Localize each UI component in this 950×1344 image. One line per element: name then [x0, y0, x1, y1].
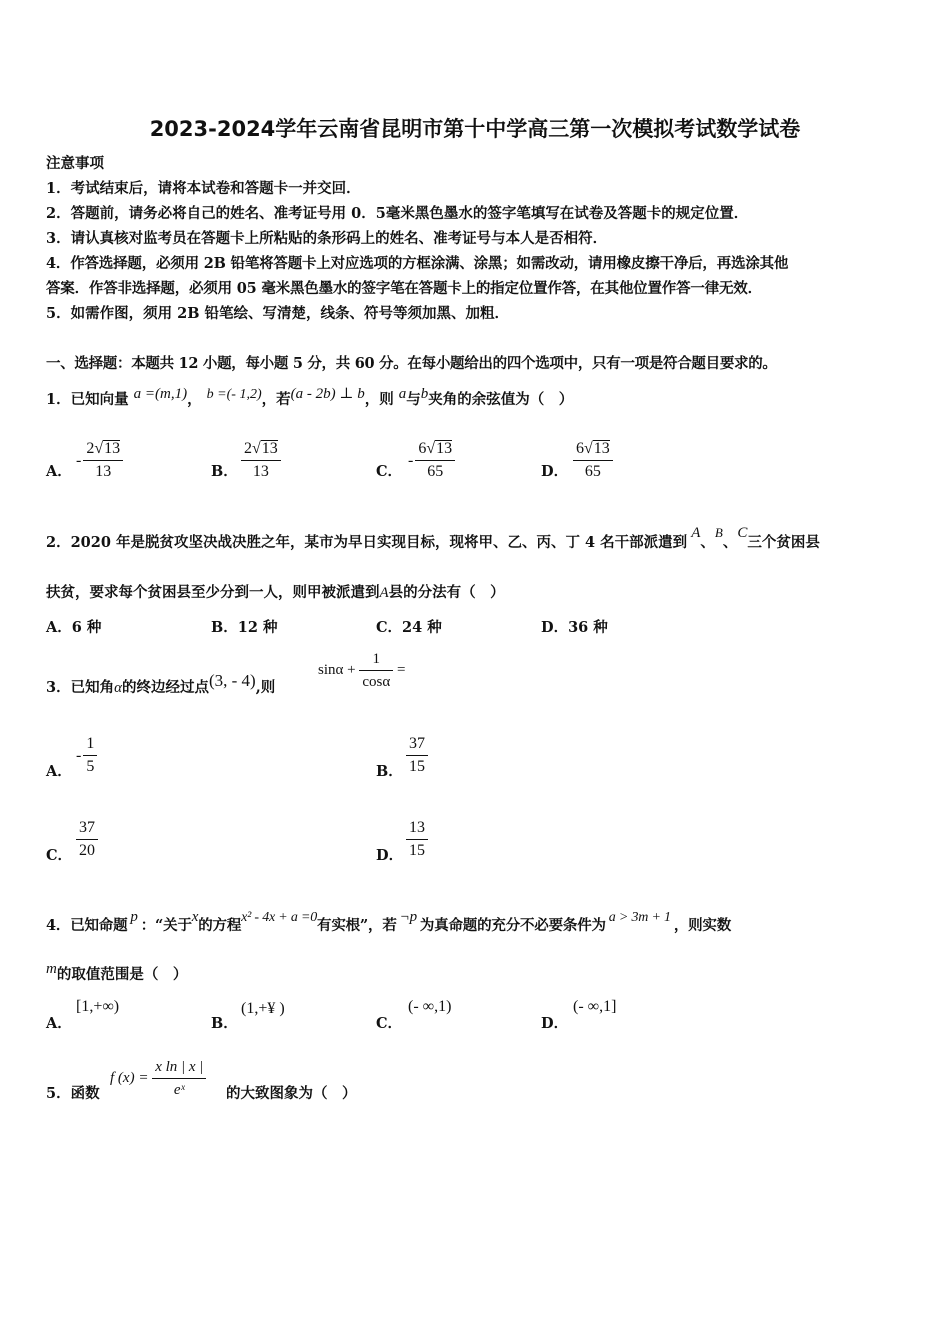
q4-option-d-label[interactable]: D．: [541, 1015, 569, 1032]
notice-item: 2．答题前，请务必将自己的姓名、准考证号用 0．5毫米黑色墨水的签字笔填写在试卷及答题卡的规定位置．: [46, 205, 749, 222]
q3-mid: 的终边经过点: [121, 679, 209, 696]
q4-mid3: 有实根”，若: [317, 917, 397, 934]
q2-line1: 2．2020 年是脱贫攻坚决战决胜之年，某市为早日实现目标，现将甲、乙、丙、丁 4 名干部派遣到: [46, 534, 688, 551]
den: 65: [584, 463, 601, 480]
q1-option-a-label[interactable]: A．: [46, 463, 72, 480]
root: 13: [436, 440, 453, 457]
neg-sign: -: [408, 451, 414, 469]
num: 37: [406, 733, 428, 756]
num: 1: [359, 648, 393, 671]
q3-sin: sinα +: [318, 662, 356, 678]
q1-condition: (a - 2b) ⊥ b: [290, 386, 365, 402]
section-heading: 一、选择题：本题共 12 小题，每小题 5 分，共 60 分。在每小题给出的四个选项中，只有一项是符合题目要求的。: [46, 355, 777, 372]
den: 20: [79, 842, 95, 859]
label: D．: [541, 619, 569, 636]
q5-function: [110, 1056, 206, 1101]
page-title: 2023-2024学年云南省昆明市第十中学高三第一次模拟考试数学试卷: [149, 117, 801, 141]
q2-option-a[interactable]: [46, 616, 101, 637]
q1-mid: ，若: [261, 391, 291, 408]
q2-option-b[interactable]: [211, 616, 278, 637]
num: 1: [83, 733, 97, 756]
q1-vec-a: a =(m,1): [133, 386, 188, 402]
notice-heading: 注意事项: [46, 155, 104, 172]
den: 13: [252, 463, 269, 480]
q2-line2-pre: 扶贫，要求每个贫困县至少分到一人，则甲被派遣到: [46, 584, 380, 601]
q4-option-c-label[interactable]: C．: [376, 1015, 403, 1032]
q5-f: f (x) =: [110, 1070, 149, 1086]
notice-item: 答案．作答非选择题，必须用 05 毫米黑色墨水的签字笔在答题卡上的指定位置作答，在其他位置作答一律无效．: [46, 280, 762, 297]
q4-equation: x² - 4x + a =0: [241, 910, 318, 925]
q4-option-a[interactable]: [1,+∞): [76, 998, 120, 1015]
q3-option-b-label[interactable]: B．: [376, 763, 403, 780]
den: 13: [95, 463, 112, 480]
q4-notp: ¬p: [399, 909, 417, 925]
q2-var-c: C: [737, 525, 748, 541]
q2-line2-post: 县的分法有（ ）: [388, 584, 505, 601]
den: 15: [409, 758, 425, 775]
question-4: [46, 909, 732, 935]
q1-option-b-label[interactable]: B．: [211, 463, 238, 480]
q3-option-c[interactable]: [76, 817, 98, 862]
q3-prefix: 3．已知角: [46, 679, 115, 696]
notice-item: 4．作答选择题，必须用 2B 铅笔将答题卡上对应选项的方框涂满、涂黑；如需改动，请用橡皮擦干净后，再选涂其他: [46, 255, 789, 272]
root: 13: [593, 440, 610, 457]
q3-alpha: α: [114, 680, 122, 696]
q1-var-b: b: [420, 386, 429, 402]
coef: 2: [86, 440, 95, 457]
q4-m: m: [46, 961, 57, 977]
num: 13: [406, 817, 428, 840]
q4-mid2: 的方程: [198, 917, 242, 934]
q1-vec-b: b =(- 1,2): [206, 387, 262, 402]
q4-tail: ，则实数: [673, 917, 732, 934]
q4-option-a-label[interactable]: A．: [46, 1015, 72, 1032]
q3-expression: [318, 648, 405, 693]
q3-option-a[interactable]: [76, 733, 97, 778]
q2-var-a: A: [379, 585, 389, 601]
q1-option-d-label[interactable]: D．: [541, 463, 569, 480]
question-3: [46, 671, 276, 697]
coef: 6: [418, 440, 427, 457]
q4-option-d[interactable]: (- ∞,1]: [573, 998, 617, 1015]
q1-option-c-label[interactable]: C．: [376, 463, 403, 480]
q1-suffix: 夹角的余弦值为（ ）: [428, 391, 574, 408]
den: eˣ: [173, 1082, 185, 1098]
neg-sign: -: [76, 451, 82, 469]
q3-point: (3, - 4): [208, 671, 256, 690]
coef: 6: [576, 440, 584, 457]
q3-option-d-label[interactable]: D．: [376, 847, 404, 864]
q2-var-b: B: [714, 525, 723, 540]
q4-x: x: [191, 909, 199, 925]
q1-option-d[interactable]: $\frac{6√13}{65}$: [573, 438, 613, 483]
label: B．: [211, 619, 238, 636]
label: C．: [376, 619, 403, 636]
q2-option-c[interactable]: [376, 616, 442, 637]
neg-sign: -: [76, 746, 82, 764]
q3-option-c-label[interactable]: C．: [46, 847, 73, 864]
q3-option-b[interactable]: [406, 733, 428, 778]
q4-mid: ：“关于: [140, 917, 192, 934]
q4-option-b[interactable]: (1,+¥ ): [241, 1000, 285, 1017]
q3-option-a-label[interactable]: A．: [46, 763, 72, 780]
q3-mid2: ,则: [255, 679, 276, 696]
coef: 2: [244, 440, 252, 457]
q4-option-b-label[interactable]: B．: [211, 1015, 238, 1032]
q4-p: p: [130, 909, 138, 925]
text: 12 种: [237, 619, 278, 636]
q1-option-b[interactable]: $\frac{2√13}{13}$: [241, 438, 281, 483]
q1-option-c[interactable]: - $\frac{6√13}{65}$: [408, 438, 455, 483]
notice-item: 5．如需作图，须用 2B 铅笔绘、写清楚，线条、符号等须加黑、加粗．: [46, 305, 510, 322]
root: 13: [104, 440, 121, 457]
q2-var-a: A: [691, 525, 701, 541]
notice-item: 3．请认真核对监考员在答题卡上所粘贴的条形码上的姓名、准考证号与本人是否相符．: [46, 230, 608, 247]
question-4-line2: [46, 963, 187, 984]
q2-option-d[interactable]: [541, 616, 608, 637]
q2-sep: 、: [722, 534, 738, 551]
root: 13: [261, 440, 278, 457]
question-5-prefix: 5．函数: [46, 1085, 100, 1102]
q3-option-d[interactable]: [406, 817, 428, 862]
label: A．: [46, 619, 72, 636]
q4-prefix: 4．已知命题: [46, 917, 128, 934]
text: 24 种: [402, 619, 442, 636]
question-2-line2: [46, 581, 505, 602]
q1-sep: ，: [187, 391, 202, 408]
num: 37: [76, 817, 98, 840]
q1-prefix: 1．已知向量: [46, 391, 129, 408]
text: 36 种: [568, 619, 608, 636]
den: cosα: [362, 674, 391, 690]
question-1: [46, 388, 573, 409]
q4-line2: 的取值范围是（ ）: [56, 966, 188, 983]
question-5-suffix: 的大致图象为（ ）: [226, 1085, 357, 1102]
q1-and: 与: [406, 391, 421, 408]
text: 6 种: [71, 619, 102, 636]
question-2: [46, 525, 820, 552]
q4-mid4: 为真命题的充分不必要条件为: [419, 917, 606, 934]
q1-var-a: a: [398, 386, 407, 402]
q3-eq: =: [396, 662, 406, 678]
den: 65: [427, 463, 444, 480]
q2-tail: 三个贫困县: [747, 534, 820, 551]
q4-option-c[interactable]: (- ∞,1): [408, 998, 452, 1015]
den: 5: [86, 758, 95, 775]
notice-item: 1．考试结束后，请将本试卷和答题卡一并交回．: [46, 180, 361, 197]
q4-condition: a > 3m + 1: [608, 910, 671, 925]
q1-option-a[interactable]: - $\frac{2√13}{13}$: [76, 438, 123, 483]
den: 15: [409, 842, 425, 859]
q2-sep: 、: [700, 534, 715, 551]
q1-mid2: ，则: [364, 391, 394, 408]
num: x ln | x |: [152, 1056, 206, 1079]
